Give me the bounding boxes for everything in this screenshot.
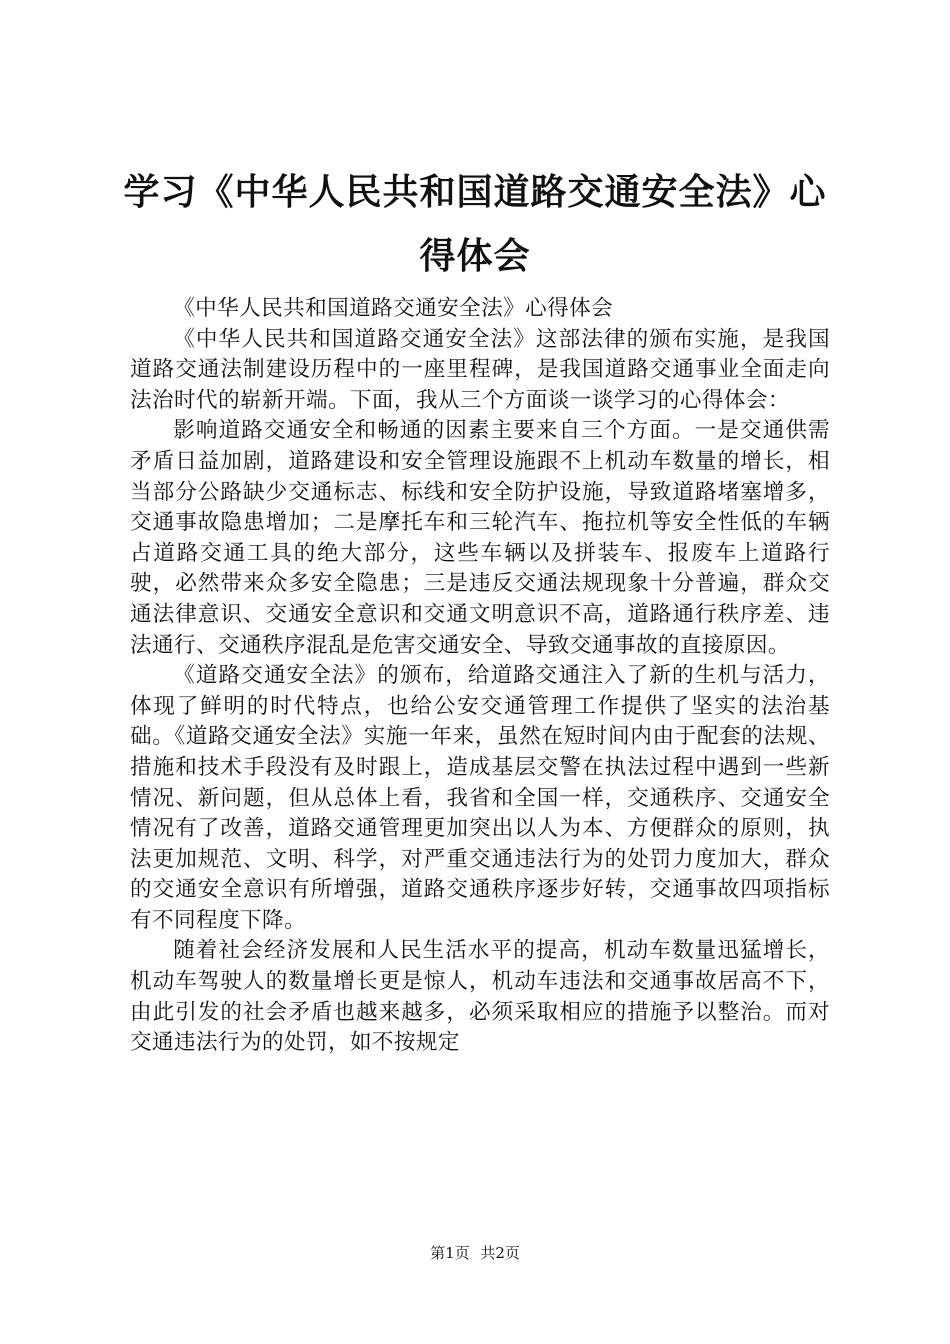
- document-body: [130, 294, 830, 1059]
- paragraph-law-effect: 《道路交通安全法》的颁布，给道路交通注入了新的生机与活力，体现了鲜明的时代特点，也给公安交通管理工作提供了坚实的法治基础。《道路交通安全法》实施一年来，虽然在短时间内由于配套的法规、措施和技术手段没有及时跟上，造成基层交警在执法过程中遇到一些新情况、新问题，但从总体上看，我省和全国一样，交通秩序、交通安全情况有了改善，道路交通管理更加突出以人为本、方便群众的原则，执法更加规范、文明、科学，对严重交通违法行为的处罚力度加大，群众的交通安全意识有所增强，道路交通秩序逐步好转，交通事故四项指标有不同程度下降。: [130, 663, 830, 933]
- paragraph-intro: 《中华人民共和国道路交通安全法》这部法律的颁布实施，是我国道路交通法制建设历程中的一座里程碑，是我国道路交通事业全面走向法治时代的崭新开端。下面，我从三个方面谈一谈学习的心得体会：: [130, 326, 830, 413]
- page-total: 共2页: [480, 1244, 520, 1262]
- page-footer: [0, 1243, 950, 1263]
- document-title: 学习《中华人民共和国道路交通安全法》心得体会: [123, 171, 827, 277]
- paragraph-factors: 影响道路交通安全和畅通的因素主要来自三个方面。一是交通供需矛盾日益加剧，道路建设和安全管理设施跟不上机动车数量的增长，相当部分公路缺少交通标志、标线和安全防护设施，导致道路堵塞增多，交通事故隐患增加；二是摩托车和三轮汽车、拖拉机等安全性低的车辆占道路交通工具的绝大部分，这些车辆以及拼装车、报废车上道路行驶，必然带来众多安全隐患；三是违反交通法规现象十分普遍，群众交通法律意识、交通安全意识和交通文明意识不高，道路通行秩序差、违法通行、交通秩序混乱是危害交通安全、导致交通事故的直接原因。: [130, 418, 830, 658]
- paragraph-subtitle: 《中华人民共和国道路交通安全法》心得体会: [173, 296, 614, 321]
- page-number: 第1页: [430, 1244, 470, 1262]
- paragraph-growth: 随着社会经济发展和人民生活水平的提高，机动车数量迅猛增长，机动车驾驶人的数量增长更是惊人，机动车违法和交通事故居高不下，由此引发的社会矛盾也越来越多，必须采取相应的措施予以整治。而对交通违法行为的处罚，如不按规定: [130, 938, 830, 1056]
